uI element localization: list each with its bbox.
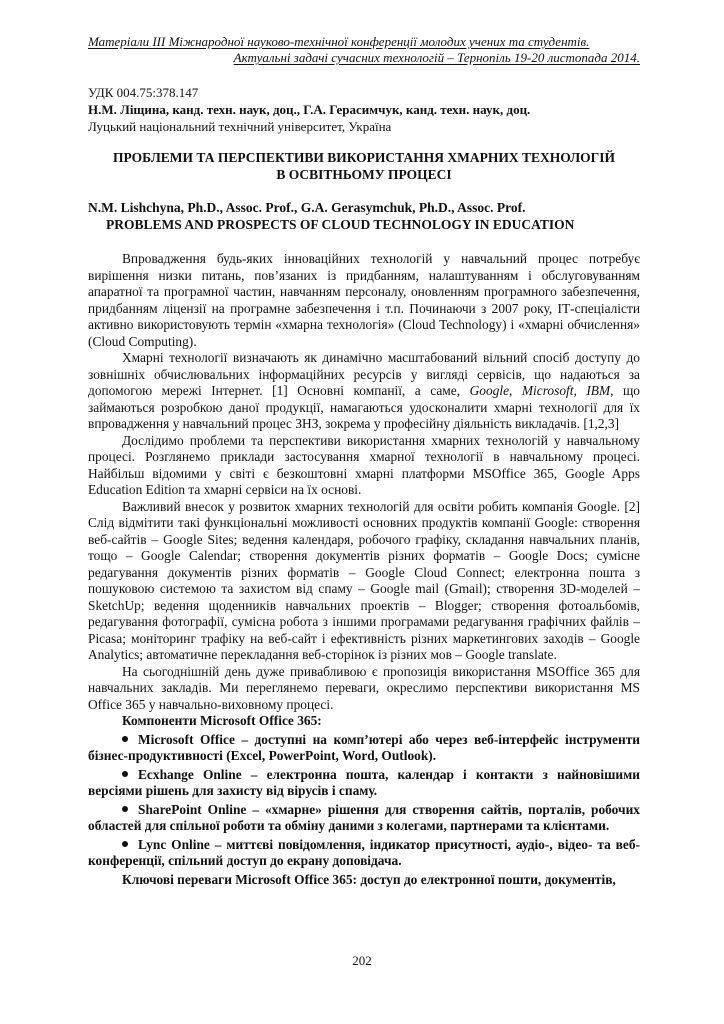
conference-header-line-2: Актуальні задачі сучасних технологій – Тернопіль 19-20 листопада 2014.: [233, 50, 640, 65]
page-number: 202: [352, 953, 372, 968]
bullet-text-4: Lync Online – миттєві повідомлення, індикатор присутності, аудіо-, відео- та веб-конференції, спільний доступ до екрану доповідача.: [88, 836, 640, 868]
paragraph-2: [88, 350, 640, 433]
key-advantages-line: Ключові переваги Microsoft Office 365: доступ до електронної пошти, документів,: [122, 871, 616, 887]
paragraph-2-part-b: , що займаються розробкою даної продукції, намагаються удосконалити хмарні технології для їх впровадження у навчальний процес ЗНЗ, зокрема у професійну діяльність викладачів. [1,2,3]: [88, 383, 640, 431]
bullet-item-2: [88, 767, 640, 800]
affiliation: Луцький національний технічний університет, Україна: [88, 119, 392, 134]
bullet-item-4: [88, 837, 640, 870]
bullet-dot-icon: [122, 841, 128, 847]
authors-ua: Н.М. Ліщина, канд. техн. наук, доц., Г.А. Герасимчук, канд. техн. наук, доц.: [88, 102, 531, 117]
paragraph-3: Дослідимо проблеми та перспективи використання хмарних технологій у навчальному процесі. Розглянемо приклади застосування хмарної технології в навчальному процесі. Найбільш відомими у світі є безкоштовні хмарні платформи MSOffice 365, Google Apps Education Edition та хмарні сервіси на їх основі.: [88, 432, 640, 497]
authors-en: N.M. Lishchyna, Ph.D., Assoc. Prof., G.A. Gerasymchuk, Ph.D., Assoc. Prof.: [88, 200, 526, 215]
paragraph-2-part-a: Хмарні технології визначають як динамічно масштабований вільний спосіб доступу до зовнішніх обчислювальних інформаційних ресурсів у вигляді сервісів, що надаються за допомогою мережі Інтернет. [1] Основні компанії, а саме,: [88, 350, 640, 398]
bullet-item-3: [88, 802, 640, 835]
paragraph-5: На сьогоднішній день дуже привабливою є пропозиція використання MSOffice 365 для навчальних закладів. Ми переглянемо переваги, окреслимо перспективи використання MS Office 365 у навчально-виховному процесі.: [88, 663, 640, 712]
bullet-dot-icon: [122, 806, 128, 812]
paper-page: [88, 34, 640, 888]
title-ua: [88, 149, 640, 183]
bullet-text-1: Microsoft Office – доступні на комп’ютері або через веб-інтерфейс інструменти бізнес-продуктивності (Excel, PowerPoint, Word, Outlook).: [88, 731, 640, 763]
english-header: [88, 199, 640, 233]
bullet-dot-icon: [122, 736, 128, 742]
paragraph-4: Важливий внесок у розвиток хмарних технологій для освіти робить компанія Google. [2] Слід відмітити такі функціональні можливості основних продуктів компанії Google: створення веб-сайтів – Google Sites; ведення календаря, робочого графіку, складання навчальних планів, тощо – Google Calendar; створення документів різних форматів – Google Docs; сумісне редагування документів різних форматів – Google Cloud Connect; електронна пошта з пошуковою системою та захистом від спаму – Google mail (Gmail); створення 3D-моделей – SketchUp; ведення щоденників навчальних проектів – Blogger; створення фотоальбомів, редагування фотографії, сумісна робота з іншими програмами редагування графічних файлів – Picasa; моніторинг трафіку на веб-сайт і ефективність різних маркетингових заходів – Google Analytics; автоматичне перекладання веб-сторінок із різних мов – Google translate.: [88, 498, 640, 662]
paragraph-1: Впровадження будь-яких інноваційних технологій у навчальний процес потребує вирішення низки питань, пов’язаних із придбанням, налаштуванням і обслуговуванням апаратної та програмної частин, навчанням персоналу, оновленням програмного забезпечення, придбанням ліцензії на програмне забезпечення і т.п. Починаючи з 2007 року, ІТ-спеціалісти активно використовують термін «хмарна технологія» (Cloud Technology) і «хмарні обчислення» (Cloud Computing).: [88, 251, 640, 349]
udc-code: УДК 004.75:378.147: [88, 85, 199, 100]
bullet-text-3: SharePoint Online – «хмарне» рішення для створення сайтів, порталів, робочих областей для спільної роботи та обміну даними з колегами, партнерами та клієнтами.: [88, 801, 640, 833]
bullet-text-2: Ecxhange Online – електронна пошта, календар і контакти з найновішими версіями рішень для захисту від вірусів і спаму.: [88, 766, 640, 798]
paragraph-2-companies: Google, Microsoft, IBM: [469, 383, 611, 398]
title-ua-line-1: ПРОБЛЕМИ ТА ПЕРСПЕКТИВИ ВИКОРИСТАННЯ ХМАРНИХ ТЕХНОЛОГІЙ: [112, 150, 615, 165]
title-ua-line-2: В ОСВІТНЬОМУ ПРОЦЕСІ: [276, 167, 452, 182]
title-en: PROBLEMS AND PROSPECTS OF CLOUD TECHNOLOGY IN EDUCATION: [106, 217, 575, 232]
bullet-item-1: [88, 732, 640, 765]
components-heading: Компоненти Microsoft Office 365:: [122, 713, 322, 728]
conference-header-line-1: Матеріали ІІІ Міжнародної науково-технічної конференції молодих учених та студентів.: [88, 34, 590, 49]
bullet-dot-icon: [122, 771, 128, 777]
